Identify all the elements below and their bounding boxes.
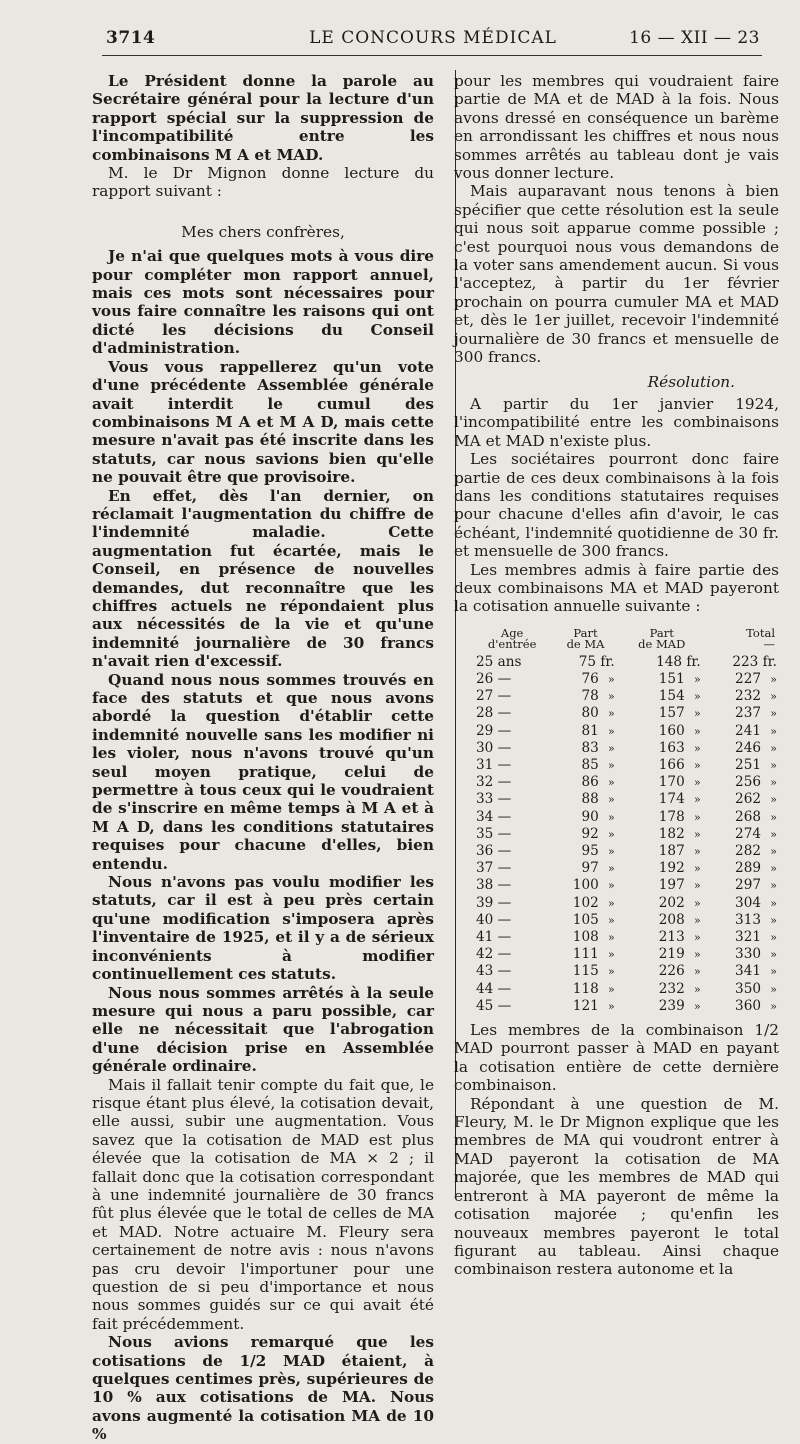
table-row	[472, 826, 779, 843]
cell-mad: 151 »	[658, 670, 701, 687]
ditto-mark: »	[693, 896, 701, 910]
paragraph: A partir du 1er janvier 1924, l'incompatibilité entre les combinaisons MA et MAD n'existe plus.	[454, 394, 779, 450]
cell-mad: 174 »	[658, 791, 701, 808]
ditto-mark: »	[608, 862, 615, 876]
cell-tot: 313 »	[735, 911, 777, 928]
paragraph: Nous nous sommes arrêtés à la seule mesure qui nous a paru possible, car elle ne nécessitait que l'abrogation d'une décision prise en Assemblée générale ordinaire.	[92, 983, 434, 1076]
table-row	[472, 963, 779, 980]
cell-ma: 100 »	[572, 877, 615, 894]
table-row	[472, 774, 779, 791]
ditto-mark: »	[770, 862, 777, 876]
ditto-mark: »	[693, 741, 701, 755]
cell-mad: 213 »	[658, 929, 701, 946]
ditto-mark: »	[693, 862, 701, 876]
ditto-mark: »	[770, 948, 777, 962]
cell-mad: 154 »	[658, 688, 701, 705]
ditto-mark: »	[608, 741, 615, 755]
cell-mad: 219 »	[658, 946, 701, 963]
table-row	[472, 843, 779, 860]
ditto-mark: »	[608, 776, 615, 790]
cell-age: 38 —	[476, 877, 512, 894]
cell-ma: 75 fr.	[578, 653, 615, 670]
ditto-mark: »	[770, 827, 777, 841]
table-header-row	[472, 628, 779, 654]
cell-ma: 83 »	[581, 739, 615, 756]
ditto-mark: »	[693, 948, 701, 962]
cell-ma: 92 »	[581, 825, 615, 842]
cell-age: 45 —	[476, 997, 512, 1014]
table-row	[472, 705, 779, 722]
table-row	[472, 981, 779, 998]
cell-mad: 187 »	[658, 843, 701, 860]
cell-tot: 274 »	[735, 825, 777, 842]
table-row	[472, 929, 779, 946]
ditto-mark: »	[693, 879, 701, 893]
ditto-mark: »	[770, 845, 777, 859]
cell-age: 36 —	[476, 843, 512, 860]
paragraph: Répondant à une question de M. Fleury, M. le Dr Mignon explique que les membres de MA qui voudront entrer à MAD payeront la cotisation de MA majorée, que les membres de MAD qui entreront à MA payeront de même la cotisation majorée ; qu'enfin les nouveaux membres payeront le total figurant au tableau. Ainsi chaque combinaison restera autonome et la	[454, 1094, 779, 1279]
cell-tot: 223 fr.	[732, 653, 777, 670]
ditto-mark: »	[608, 810, 615, 824]
paragraph: Les sociétaires pourront donc faire partie de ces deux combinaisons à la fois dans les conditions statutaires requises pour chacune d'elles afin d'avoir, le cas échéant, l'indemnité quotidienne de 30 fr. et mensuelle de 300 francs.	[454, 450, 779, 561]
paragraph: Les membres admis à faire partie des deux combinaisons MA et MAD payeront la cotisation annuelle suivante :	[454, 560, 779, 616]
cell-ma: 97 »	[581, 860, 615, 877]
cell-tot: 360 »	[735, 997, 777, 1014]
cell-mad: 192 »	[658, 860, 701, 877]
ditto-mark: »	[770, 810, 777, 824]
page-header	[106, 28, 760, 52]
table-body	[472, 654, 779, 1015]
cell-ma: 105 »	[572, 911, 615, 928]
ditto-mark: »	[693, 845, 701, 859]
cell-mad: 178 »	[658, 808, 701, 825]
cell-tot: 341 »	[735, 963, 777, 980]
cell-ma: 102 »	[572, 894, 615, 911]
cell-mad: 197 »	[658, 877, 701, 894]
ditto-mark: »	[693, 724, 701, 738]
table-row	[472, 757, 779, 774]
cell-ma: 86 »	[581, 774, 615, 791]
ditto-mark: »	[608, 879, 615, 893]
ditto-mark: »	[770, 999, 777, 1013]
ditto-mark: »	[608, 827, 615, 841]
cell-age: 27 —	[476, 688, 512, 705]
table-row	[472, 740, 779, 757]
header-ma: Part de MA	[566, 625, 605, 651]
ditto-mark: »	[770, 982, 777, 996]
cell-ma: 90 »	[581, 808, 615, 825]
page-number: 3714	[106, 28, 156, 48]
cell-mad: 160 »	[658, 722, 701, 739]
ditto-mark: »	[770, 690, 777, 704]
cell-tot: 246 »	[735, 739, 777, 756]
paragraph: Quand nous nous sommes trouvés en face des statuts et que nous avons abordé la question d'établir cette indemnité nouvelle sans les modifier ni les violer, nous n'avons trouvé qu'un seul moyen pratique, celui de permettre à tous ceux qui le voudraient de s'inscrire en même temps à M A et à M A D, dans les conditions statutaires requises pour chacune d'elles, bien entendu.	[92, 670, 434, 873]
ditto-mark: »	[770, 931, 777, 945]
cell-ma: 88 »	[581, 791, 615, 808]
cell-tot: 289 »	[735, 860, 777, 877]
ditto-mark: »	[693, 707, 701, 721]
ditto-mark: »	[693, 913, 701, 927]
ditto-mark: »	[608, 759, 615, 772]
table-row	[472, 723, 779, 740]
table-row	[472, 998, 779, 1015]
ditto-mark: »	[693, 999, 701, 1013]
cell-mad: 166 »	[658, 757, 701, 773]
right-column	[454, 72, 779, 1279]
ditto-mark: »	[608, 707, 615, 721]
ditto-mark: »	[693, 690, 701, 704]
ditto-mark: »	[770, 793, 777, 807]
cell-age: 25 ans	[476, 653, 522, 670]
paragraph: Mais auparavant nous tenons à bien spécifier que cette résolution est la seule qui nous soit apparue comme possible ; c'est pourquoi nous vous demandons de la voter sans amendement aucun. Si vous l'acceptez, à partir du 1er février prochain on pourra cumuler MA et MAD et, dès le 1er juillet, recevoir l'indemnité journalière de 30 francs et mensuelle de 300 francs.	[454, 182, 779, 367]
cell-mad: 157 »	[658, 705, 701, 722]
cell-mad: 148 fr.	[656, 653, 701, 670]
cell-mad: 182 »	[658, 825, 701, 842]
cell-ma: 95 »	[581, 843, 615, 860]
ditto-mark: »	[608, 690, 615, 704]
ditto-mark: »	[693, 759, 701, 772]
ditto-mark: »	[693, 827, 701, 841]
ditto-mark: »	[770, 879, 777, 893]
ditto-mark: »	[608, 965, 615, 979]
ditto-mark: »	[770, 759, 777, 772]
cell-tot: 232 »	[735, 688, 777, 705]
ditto-mark: »	[693, 931, 701, 945]
table-row	[472, 791, 779, 808]
ditto-mark: »	[770, 672, 777, 686]
cell-tot: 227 »	[735, 670, 777, 687]
table-row	[472, 912, 779, 929]
cell-tot: 241 »	[735, 722, 777, 739]
cell-ma: 78 »	[581, 688, 615, 705]
ditto-mark: »	[770, 965, 777, 979]
header-mad: Part de MAD	[638, 625, 686, 651]
cell-ma: 76 »	[581, 670, 615, 687]
paragraph: En effet, dès l'an dernier, on réclamait l'augmentation du chiffre de l'indemnité maladie. Cette augmentation fut écartée, mais le Conseil, en présence de nouvelles demandes, dut reconnaître que les chiffres actuels ne répondaient plus aux nécessités de la vie et qu'une indemnité journalière de 30 francs n'avait rien d'excessif.	[92, 486, 434, 671]
cell-ma: 118 »	[572, 980, 615, 997]
cell-age: 34 —	[476, 808, 512, 825]
ditto-mark: »	[693, 982, 701, 996]
header-age: Age d'entrée	[487, 625, 537, 651]
ditto-mark: »	[608, 793, 615, 807]
paragraph: Mais il fallait tenir compte du fait que, le risque étant plus élevé, la cotisation devait, elle aussi, subir une augmentation. Vous savez que la cotisation de MAD est plus élevée que la cotisation de MA × 2 ; il fallait donc que la cotisation correspondant à une indemnité journalière de 30 francs fût plus élevée que le total de celles de MA et MAD. Notre actuaire M. Fleury sera certainement de notre avis : nous n'avons pas cru devoir l'importuner pour une question de si peu d'importance et nous nous sommes guidés sur ce qui avait été fait précédemment.	[92, 1075, 434, 1333]
table-row	[472, 946, 779, 963]
cell-tot: 251 »	[735, 757, 777, 773]
paragraph: Vous vous rappellerez qu'un vote d'une précédente Assemblée générale avait interdit le cumul des combinaisons M A et M A D, mais cette mesure n'avait pas été inscrite dans les statuts, car nous savions bien qu'elle ne pouvait être que provisoire.	[92, 357, 434, 487]
journal-title: LE CONCOURS MÉDICAL	[309, 28, 557, 48]
paragraph: M. le Dr Mignon donne lecture du rapport suivant :	[92, 164, 434, 201]
cell-age: 43 —	[476, 963, 512, 980]
table-row	[472, 688, 779, 705]
ditto-mark: »	[608, 896, 615, 910]
header-rule	[102, 55, 762, 56]
table-row	[472, 895, 779, 912]
cell-mad: 163 »	[658, 739, 701, 756]
cell-tot: 350 »	[735, 980, 777, 997]
cell-mad: 232 »	[658, 980, 701, 997]
cell-age: 28 —	[476, 705, 512, 722]
ditto-mark: »	[770, 776, 777, 790]
cell-age: 30 —	[476, 739, 512, 756]
ditto-mark: »	[693, 776, 701, 790]
cell-age: 33 —	[476, 791, 512, 808]
cell-ma: 121 »	[572, 997, 615, 1014]
cell-tot: 262 »	[735, 791, 777, 808]
ditto-mark: »	[608, 999, 615, 1013]
cell-mad: 208 »	[658, 911, 701, 928]
ditto-mark: »	[608, 931, 615, 945]
cell-age: 42 —	[476, 946, 512, 963]
cell-age: 44 —	[476, 980, 512, 997]
cell-age: 39 —	[476, 894, 512, 911]
ditto-mark: »	[693, 793, 701, 807]
ditto-mark: »	[770, 913, 777, 927]
cell-age: 37 —	[476, 860, 512, 877]
ditto-mark: »	[608, 982, 615, 996]
ditto-mark: »	[770, 724, 777, 738]
paragraph: Le Président donne la parole au Secrétaire général pour la lecture d'un rapport spécial sur la suppression de l'incompatibilité entre les combinaisons M A et MAD.	[92, 72, 434, 164]
resolution-heading: Résolution.	[647, 372, 735, 391]
ditto-mark: »	[770, 896, 777, 910]
cell-age: 41 —	[476, 929, 512, 946]
table-row	[472, 654, 779, 671]
header-total: Total —	[746, 625, 775, 651]
cell-ma: 111 »	[572, 946, 615, 963]
cell-tot: 268 »	[735, 808, 777, 825]
paragraph: pour les membres qui voudraient faire partie de MA et de MAD à la fois. Nous avons dressé en conséquence un barème en arrondissant les chiffres et nous nous sommes arrêtés au tableau dont je vais vous donner lecture.	[454, 72, 779, 183]
left-column	[92, 72, 434, 1444]
cell-tot: 304 »	[735, 894, 777, 911]
cell-ma: 108 »	[572, 929, 615, 946]
cell-tot: 321 »	[735, 929, 777, 946]
cell-tot: 237 »	[735, 705, 777, 722]
cell-age: 29 —	[476, 722, 512, 739]
paragraph: Les membres de la combinaison 1/2 MAD pourront passer à MAD en payant la cotisation entière de cette dernière combinaison.	[454, 1021, 779, 1095]
ditto-mark: »	[608, 948, 615, 962]
ditto-mark: »	[693, 810, 701, 824]
cell-tot: 256 »	[735, 774, 777, 791]
cell-mad: 239 »	[658, 997, 701, 1014]
ditto-mark: »	[693, 672, 701, 686]
cell-age: 35 —	[476, 825, 512, 842]
issue-date: 16 — XII — 23	[629, 28, 760, 48]
paragraph: Nous n'avons pas voulu modifier les statuts, car il est à peu près certain qu'une modification s'imposera après l'inventaire de 1925, et il y a de sérieux inconvénients à modifier continuellement ces statuts.	[92, 873, 434, 984]
ditto-mark: »	[608, 672, 615, 686]
cell-mad: 170 »	[658, 774, 701, 791]
paragraph: Je n'ai que quelques mots à vous dire pour compléter mon rapport annuel, mais ces mots sont nécessaires pour vous faire connaître les raisons qui ont dicté les décisions du Conseil d'administration.	[92, 247, 434, 358]
ditto-mark: »	[608, 845, 615, 859]
cell-mad: 226 »	[658, 963, 701, 980]
table-row	[472, 671, 779, 688]
cell-age: 40 —	[476, 911, 512, 928]
cotisation-table	[472, 625, 779, 1015]
cell-tot: 330 »	[735, 946, 777, 963]
paragraph: Nous avions remarqué que les cotisations de 1/2 MAD étaient, à quelques centimes près, supérieures de 10 % aux cotisations de MA. Nous avons augmenté la cotisation MA de 10 %	[92, 1333, 434, 1444]
ditto-mark: »	[608, 724, 615, 738]
table-row	[472, 877, 779, 894]
cell-ma: 85 »	[581, 757, 615, 773]
cell-ma: 81 »	[581, 722, 615, 739]
cell-age: 32 —	[476, 774, 512, 791]
cell-tot: 282 »	[735, 843, 777, 860]
ditto-mark: »	[770, 741, 777, 755]
table-row	[472, 809, 779, 826]
cell-age: 26 —	[476, 670, 512, 687]
ditto-mark: »	[770, 707, 777, 721]
table-row	[472, 860, 779, 877]
ditto-mark: »	[693, 965, 701, 979]
cell-ma: 115 »	[572, 963, 615, 980]
cell-ma: 80 »	[581, 705, 615, 722]
cell-tot: 297 »	[735, 877, 777, 894]
salutation: Mes chers confrères,	[181, 222, 345, 241]
ditto-mark: »	[608, 913, 615, 927]
cell-age: 31 —	[476, 757, 512, 773]
cell-mad: 202 »	[658, 894, 701, 911]
